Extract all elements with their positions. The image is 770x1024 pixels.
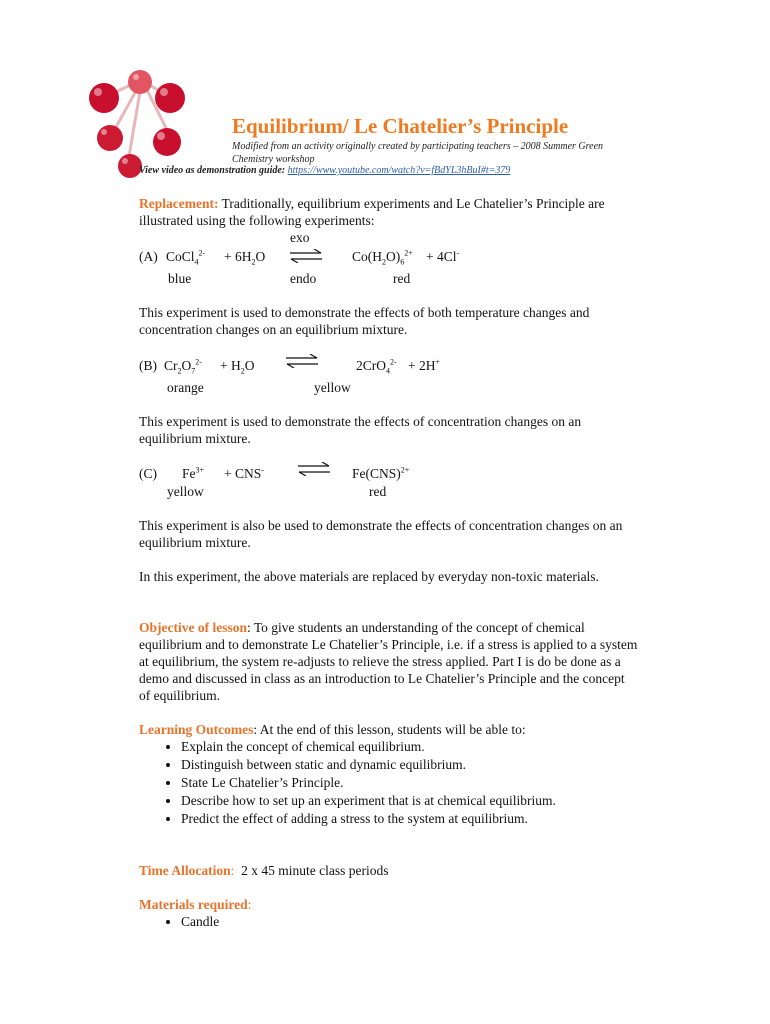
- reaction-a-color-right: red: [393, 271, 411, 286]
- reaction-c-letter: (C): [139, 466, 157, 481]
- equilibrium-arrow-icon: [285, 354, 319, 368]
- objective-label: Objective of lesson: [139, 620, 247, 635]
- reaction-a-water: + $6H_2O$: [224, 249, 266, 267]
- outcomes-label: Learning Outcomes: [139, 722, 254, 737]
- reaction-a-exo: exo: [290, 230, 310, 245]
- page-title: Equilibrium/ Le Chatelier’s Principle: [232, 114, 569, 138]
- reaction-c-color-left: yellow: [167, 484, 204, 499]
- materials-label: Materials required: [139, 897, 248, 912]
- reaction-c-color-right: red: [369, 484, 387, 499]
- reaction-a-reactant: CoCl$_4^{2-}$: [166, 248, 206, 267]
- paragraph-after-a: This experiment is used to demonstrate the effects of both temperature changes and concentration changes on an equilibrium mixture.: [139, 305, 590, 337]
- list-item: • State Le Chatelier’s Principle.: [181, 774, 639, 792]
- outcomes-intro: : At the end of this lesson, students will be able to:: [253, 722, 526, 737]
- reaction-b-water: + $H_2O$: [220, 358, 255, 376]
- reaction-c-product: Fe(CNS)$^{2+}$: [352, 465, 410, 481]
- time-allocation: Time Allocation: 2 x 45 minute class periods: [139, 863, 389, 878]
- outcomes-list: [139, 738, 639, 828]
- paragraph-after-c: This experiment is also be used to demonstrate the effects of concentration changes on an equilibrium mixture.: [139, 518, 623, 550]
- objective-text: : To give students an understanding of the concept of chemical equilibrium and to demonstrate Le Chatelier’s Principle, i.e. if a stress is applied to a system at equilibrium, the system re-adjusts to relieve the stress applied. Part I is do be done as a demo and discussed in class as an introduction to Le Chatelier’s Principle and the concept of equilibrium.: [139, 620, 638, 703]
- reaction-b-color-left: orange: [167, 380, 204, 395]
- objective-paragraph: [139, 619, 639, 704]
- reaction-b-product: 2CrO$_4^{2-}$: [356, 357, 397, 376]
- list-item: • Explain the concept of chemical equilibrium.: [181, 738, 639, 756]
- equilibrium-arrow-icon: [297, 462, 331, 476]
- replacement-label: Replacement:: [139, 196, 219, 211]
- video-link[interactable]: https://www.youtube.com/watch?v=fBdYL3hBuI#t=379: [287, 165, 511, 176]
- reaction-b-reactant: $Cr_2O_7^{2-}$: [164, 357, 202, 376]
- materials-list: [139, 913, 639, 931]
- paragraph-after-b: This experiment is used to demonstrate the effects of concentration changes on an equilibrium mixture.: [139, 414, 582, 446]
- time-text: 2 x 45 minute class periods: [241, 863, 389, 878]
- materials-section: Materials required: • Candle: [139, 896, 639, 931]
- list-item: • Describe how to set up an experiment that is at chemical equilibrium.: [181, 792, 639, 810]
- list-item: • Predict the effect of adding a stress to the system at equilibrium.: [181, 810, 639, 828]
- reaction-b-hydrogen: + 2H+: [408, 357, 441, 373]
- subtitle: Modified from an activity originally created by participating teachers – 2008 Summer Green Chemistry workshop: [232, 141, 604, 165]
- reaction-c-reactant: $Fe^{3+}$: [182, 465, 205, 481]
- reaction-a-color-left: blue: [168, 271, 192, 286]
- reaction-c-cns: + CNS-: [224, 465, 264, 481]
- apple-molecule-logo: [82, 50, 202, 180]
- replacement-paragraph: [139, 195, 639, 229]
- list-item: • Candle: [181, 913, 639, 931]
- video-guide: [139, 165, 510, 176]
- video-guide-label: View video as demonstration guide:: [139, 165, 286, 176]
- reaction-a-chloride: + 4Cl-: [426, 248, 460, 264]
- reaction-b-letter: (B): [139, 358, 157, 373]
- paragraph-replaced: In this experiment, the above materials are replaced by everyday non-toxic materials.: [139, 569, 599, 584]
- replacement-text: Traditionally, equilibrium experiments and Le Chatelier’s Principle are illustrated using the following experiments:: [139, 196, 605, 228]
- reaction-a-letter: (A): [139, 249, 158, 264]
- list-item: • Distinguish between static and dynamic equilibrium.: [181, 756, 639, 774]
- time-label: Time Allocation: [139, 863, 231, 878]
- reaction-a-product: $Co(H_2O)_6^{2+}$: [352, 248, 413, 267]
- equilibrium-arrow-icon: [289, 249, 323, 263]
- reaction-b-color-right: yellow: [314, 380, 351, 395]
- reaction-a-endo: endo: [290, 271, 317, 286]
- outcomes-section: [139, 721, 639, 828]
